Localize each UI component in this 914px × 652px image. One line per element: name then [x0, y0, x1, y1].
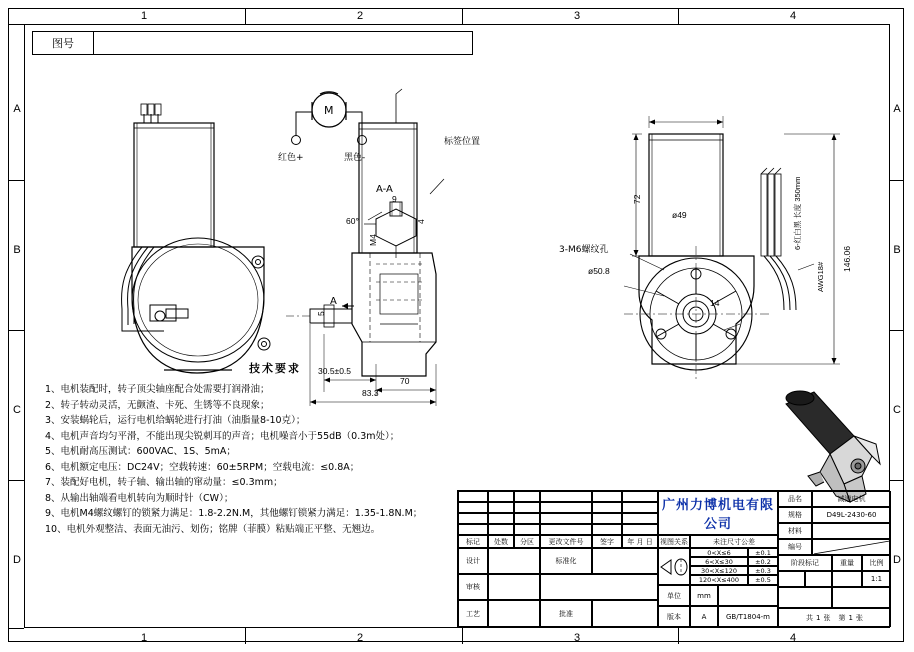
zone-tick: [8, 180, 24, 181]
zone-tick: [678, 628, 679, 644]
dim-5: 5: [316, 311, 326, 316]
zone-tick: [8, 628, 24, 629]
field-value-product[interactable]: 减速电机: [812, 491, 891, 507]
zone-tick: [890, 330, 904, 331]
row-value-approve[interactable]: [592, 600, 658, 627]
rev-header-zone: 分区: [514, 535, 540, 548]
rev-cell[interactable]: [540, 491, 592, 502]
note-item: 4、电机声音均匀平滑，不能出现尖锐刺耳的声音；电机噪音小于55dB（0.3m处）；: [45, 430, 400, 442]
dim-146-06: 146.06: [842, 246, 852, 272]
zone-tick: [890, 480, 904, 481]
note-item: 7、装配好电机，转子轴、输出轴的窜动量：≤0.3mm；: [45, 477, 283, 488]
note-item: 5、电机耐高压测试：600VAC、1S、5mA；: [45, 446, 236, 457]
rev-cell[interactable]: [488, 524, 514, 535]
row-label-review: 审核: [458, 574, 488, 600]
dim-d50-8: ø50.8: [588, 266, 610, 276]
rev-cell[interactable]: [592, 524, 622, 535]
section-arrow-a-label: A: [330, 296, 337, 307]
notes-title: 技术要求: [249, 362, 301, 375]
zone-tick: [245, 8, 246, 24]
zone-label-left-d: D: [13, 554, 21, 566]
row-value-design[interactable]: [488, 548, 540, 574]
rev-cell[interactable]: [540, 513, 592, 524]
row-label-approve: 批准: [540, 600, 592, 627]
notes-list: [45, 382, 435, 537]
field-value-material[interactable]: [812, 523, 891, 539]
zone-label-right-a: A: [893, 103, 901, 115]
sheet-unit-1: 张: [823, 613, 831, 622]
note-item: 6、电机额定电压：DC24V；空载转速：60±5RPM；空载电流：≤0.8A；: [45, 461, 360, 473]
zone-label-bottom-2: 2: [356, 632, 364, 644]
zone-tick: [462, 628, 463, 644]
zone-label-bottom-4: 4: [789, 632, 797, 644]
tolerance-range: 6<X≤30: [690, 557, 748, 566]
zone-label-bottom-1: 1: [140, 632, 148, 644]
row-label-standardize: 标准化: [540, 548, 592, 574]
weight-label: 重量: [832, 555, 862, 571]
rev-cell[interactable]: [592, 502, 622, 513]
zone-label-left-c: C: [13, 404, 21, 416]
field-value-spec[interactable]: D49L-2430-60: [812, 507, 891, 523]
terminal-negative-label: 黑色-: [344, 153, 366, 163]
rev-header-docno: 更改文件号: [540, 535, 592, 548]
unit-blank: [718, 585, 778, 606]
rev-cell[interactable]: [592, 491, 622, 502]
scale-value: 1:1: [862, 571, 891, 587]
section-aa-label: A-A: [376, 184, 393, 195]
note-item: 3、安装蜗轮后，运行电机给蜗轮进行打油（油脂量8-10克）；: [45, 415, 306, 426]
rev-cell[interactable]: [488, 491, 514, 502]
rev-cell[interactable]: [592, 513, 622, 524]
unit-value: mm: [690, 585, 718, 606]
note-item: 1、电机装配时，转子顶尖轴座配合处需要打润滑油；: [45, 384, 270, 395]
tolerance-range: 0<X≤6: [690, 548, 748, 557]
rev-header-count: 处数: [488, 535, 514, 548]
rev-cell[interactable]: [622, 491, 658, 502]
stage-mark-label: 阶段标记: [778, 555, 832, 571]
zone-tick: [245, 628, 246, 644]
thread-3m6-label: 3-M6螺纹孔: [559, 245, 609, 255]
row-value-review-right[interactable]: [540, 574, 658, 600]
dim-83-3: 83.3: [362, 388, 379, 398]
note-item: 8、从输出轴端看电机转向为顺时针（CW）；: [45, 492, 234, 504]
sheet-count-row: [778, 608, 891, 627]
sheet-index-prefix: 第: [838, 613, 846, 622]
sheet-total-prefix: 共: [806, 613, 814, 622]
rev-cell[interactable]: [488, 502, 514, 513]
title-block: [457, 490, 890, 628]
tolerance-range: 120<X≤400: [690, 575, 748, 585]
terminal-positive-label: 红色+: [278, 153, 304, 163]
stage-mark-value[interactable]: [778, 571, 805, 587]
weight-value[interactable]: [832, 571, 862, 587]
note-item: 10、电机外观整洁、表面无油污、划伤；铭牌（菲膜）粘贴端正平整、无翘边。: [45, 523, 381, 535]
rev-cell[interactable]: [540, 524, 592, 535]
rev-cell[interactable]: [514, 524, 540, 535]
note-item: 2、转子转动灵活，无颤渣、卡死、生锈等不良现象；: [45, 399, 270, 411]
zone-label-left-b: B: [13, 244, 21, 256]
tolerance-value: ±0.1: [748, 548, 778, 557]
wire-note: 6-红白黑 长度 350mm: [793, 176, 802, 250]
dim-72: 72: [632, 194, 642, 204]
field-label-spec: 规格: [778, 507, 812, 523]
diagonal-strike-icon: [813, 540, 890, 555]
mark-position-label: 标签位置: [444, 137, 481, 147]
scale-label: 比例: [862, 555, 891, 571]
row-label-process: 工艺: [458, 600, 488, 627]
rev-header-date: 年 月 日: [622, 535, 658, 548]
rev-cell[interactable]: [458, 524, 488, 535]
projection-label: 视图关系: [658, 535, 690, 548]
sheet-total: 1: [816, 613, 821, 622]
tolerance-value: ±0.3: [748, 566, 778, 575]
sheet-unit-2: 张: [855, 613, 863, 622]
row-label-design: 设计: [458, 548, 488, 574]
field-label-product: 品名: [778, 491, 812, 507]
dim-70: 70: [400, 376, 410, 386]
rev-cell[interactable]: [514, 513, 540, 524]
motor-symbol-label: M: [324, 104, 334, 117]
zone-tick: [678, 8, 679, 24]
stage-blank-right[interactable]: [832, 587, 891, 608]
field-label-material: 材料: [778, 523, 812, 539]
zone-tick: [8, 24, 24, 25]
zone-label-bottom-3: 3: [573, 632, 581, 644]
zone-label-left-a: A: [13, 103, 21, 115]
row-value-review[interactable]: [488, 574, 540, 600]
rev-header-mark: 标记: [458, 535, 488, 548]
zone-label-top-2: 2: [356, 10, 364, 22]
row-value-standardize[interactable]: [592, 548, 658, 574]
rev-cell[interactable]: [514, 491, 540, 502]
zone-label-right-b: B: [893, 244, 901, 256]
rev-cell[interactable]: [514, 502, 540, 513]
rev-cell[interactable]: [458, 491, 488, 502]
zone-label-right-c: C: [893, 404, 901, 416]
field-value-number[interactable]: [812, 539, 891, 555]
rev-cell[interactable]: [622, 502, 658, 513]
tolerance-header: 未注尺寸公差: [690, 535, 778, 548]
rev-cell[interactable]: [458, 513, 488, 524]
tolerance-range: 30<X≤120: [690, 566, 748, 575]
company-name: 广州力博机电有限公司: [658, 491, 778, 535]
version-value: A: [690, 606, 718, 627]
zone-label-top-4: 4: [789, 10, 797, 22]
zone-tick: [890, 180, 904, 181]
rev-cell[interactable]: [540, 502, 592, 513]
zone-label-top-1: 1: [140, 10, 148, 22]
stage-mark-value2[interactable]: [805, 571, 832, 587]
dim-30-5: 30.5±0.5: [318, 366, 352, 376]
unit-label: 单位: [658, 585, 690, 606]
dim-9: 9: [392, 194, 397, 204]
field-label-number: 编号: [778, 539, 812, 555]
technical-requirements: [45, 360, 435, 537]
rev-cell[interactable]: [488, 513, 514, 524]
zone-label-top-3: 3: [573, 10, 581, 22]
dim-m4: M4: [368, 234, 378, 246]
wire-awg-label: AWG18#: [816, 261, 825, 292]
tolerance-value: ±0.5: [748, 575, 778, 585]
standard-value: GB/T1804-m: [718, 606, 778, 627]
note-item: 9、电机M4螺纹螺钉的锁紧力满足：1.8-2.2N.M，其他螺钉锁紧力满足：1.35-1.8N.M；: [45, 508, 423, 519]
projection-symbol: [658, 548, 690, 585]
rev-cell[interactable]: [622, 524, 658, 535]
dim-d49: ø49: [672, 210, 687, 220]
dim-14: 14: [710, 298, 720, 308]
rev-cell[interactable]: [622, 513, 658, 524]
rev-cell[interactable]: [458, 502, 488, 513]
tolerance-value: ±0.2: [748, 557, 778, 566]
drawing-number-label: 图号: [32, 31, 94, 55]
dim-angle-60: 60°: [346, 216, 359, 226]
stage-blank-left[interactable]: [778, 587, 832, 608]
version-label: 版本: [658, 606, 690, 627]
first-angle-projection-icon: [659, 556, 689, 578]
zone-tick: [8, 480, 24, 481]
zone-tick: [8, 330, 24, 331]
row-value-process[interactable]: [488, 600, 540, 627]
zone-tick: [462, 8, 463, 24]
zone-label-right-d: D: [893, 554, 901, 566]
dim-4: 4: [416, 219, 426, 224]
rev-header-sign: 签字: [592, 535, 622, 548]
sheet-index: 1: [848, 613, 853, 622]
